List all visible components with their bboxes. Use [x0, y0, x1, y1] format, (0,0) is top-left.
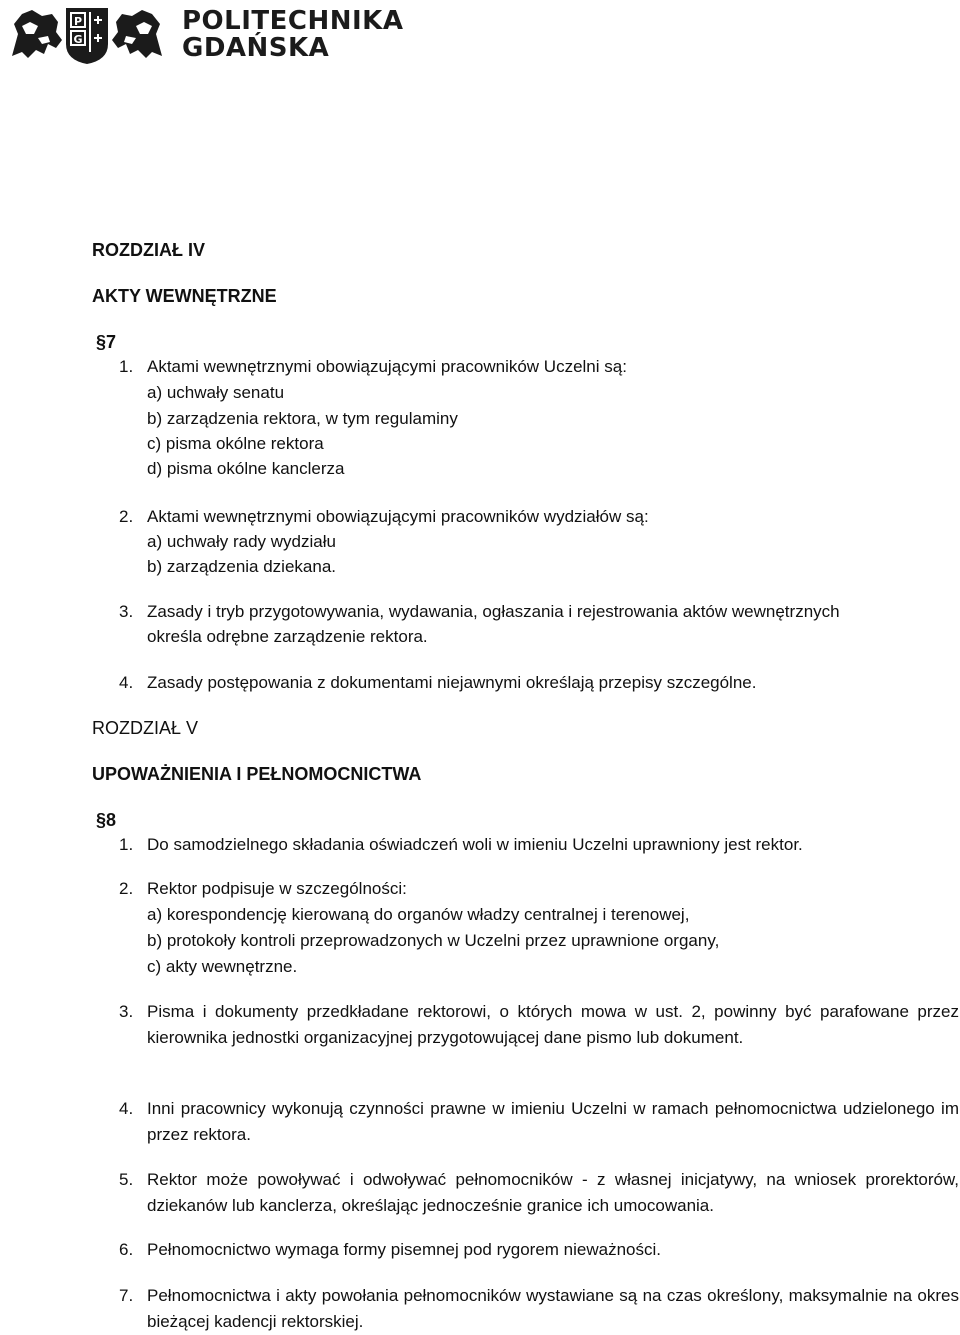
- sub-item: c) akty wewnętrzne.: [147, 957, 298, 976]
- item-text: Zasady postępowania z dokumentami niejawnymi określają przepisy szczególne.: [147, 673, 757, 692]
- item-text: Aktami wewnętrznymi obowiązującymi pracowników Uczelni są:: [147, 357, 627, 376]
- chapter-heading: ROZDZIAŁ V: [92, 718, 199, 738]
- university-logo: [8, 4, 403, 66]
- item-text: Rektor może powoływać i odwoływać pełnomocników - z własnej inicjatywy, na wniosek prorektorów, dziekanów lub kanclerza, określając jednocześnie granice ich umocowania.: [147, 1170, 959, 1215]
- item-number: 4.: [119, 673, 134, 692]
- item-text: Zasady i tryb przygotowywania, wydawania, ogłaszania i rejestrowania aktów wewnętrznych: [147, 602, 840, 621]
- chapter-title: UPOWAŻNIENIA I PEŁNOMOCNICTWA: [92, 764, 422, 784]
- logo-line2: GDAŃSKA: [182, 33, 330, 63]
- item-text: Aktami wewnętrznymi obowiązującymi pracowników wydziałów są:: [147, 507, 649, 526]
- item-text: Do samodzielnego składania oświadczeń woli w imieniu Uczelni uprawniony jest rektor.: [147, 835, 803, 854]
- item-text-continued: określa odrębne zarządzenie rektora.: [147, 627, 428, 646]
- svg-text:G: G: [73, 33, 83, 46]
- item-number: 7.: [119, 1286, 134, 1305]
- logo-line1: POLITECHNIKA: [182, 6, 404, 36]
- paragraph-number: §8: [96, 810, 117, 830]
- sub-item: b) zarządzenia rektora, w tym regulaminy: [147, 409, 458, 428]
- item-number: 2.: [119, 879, 134, 898]
- item-text: Pełnomocnictwa i akty powołania pełnomocników wystawiane są na czas określony, maksymalnie na okres bieżącej kadencji rektorskiej.: [147, 1286, 959, 1331]
- item-number: 2.: [119, 507, 134, 526]
- item-text: Inni pracownicy wykonują czynności prawne w imieniu Uczelni w ramach pełnomocnictwa udzielonego im przez rektora.: [147, 1099, 959, 1144]
- item-number: 5.: [119, 1170, 134, 1189]
- sub-item: c) pisma okólne rektora: [147, 434, 324, 453]
- item-number: 1.: [119, 835, 134, 854]
- sub-item: a) uchwały rady wydziału: [147, 532, 336, 551]
- item-number: 3.: [119, 602, 134, 621]
- sub-item: a) korespondencję kierowaną do organów władzy centralnej i terenowej,: [147, 905, 690, 924]
- chapter-title: AKTY WEWNĘTRZNE: [92, 286, 277, 306]
- item-number: 1.: [119, 357, 134, 376]
- chapter-heading: ROZDZIAŁ IV: [92, 240, 205, 260]
- sub-item: b) zarządzenia dziekana.: [147, 557, 337, 576]
- item-text: Pełnomocnictwo wymaga formy pisemnej pod rygorem nieważności.: [147, 1240, 661, 1259]
- item-number: 4.: [119, 1099, 134, 1118]
- paragraph-number: §7: [96, 332, 117, 352]
- item-number: 3.: [119, 1002, 134, 1021]
- item-number: 6.: [119, 1240, 134, 1259]
- sub-item: b) protokoły kontroli przeprowadzonych w Uczelni przez uprawnione organy,: [147, 931, 720, 950]
- svg-text:P: P: [73, 15, 83, 28]
- item-text: Pisma i dokumenty przedkładane rektorowi, o których mowa w ust. 2, powinny być parafowane przez kierownika jednostki organizacyjnej przygotowującej dane pismo lub dokument.: [147, 1002, 959, 1047]
- sub-item: d) pisma okólne kanclerza: [147, 459, 345, 478]
- item-text: Rektor podpisuje w szczególności:: [147, 879, 407, 898]
- university-crest-icon: [8, 4, 166, 66]
- sub-item: a) uchwały senatu: [147, 383, 285, 402]
